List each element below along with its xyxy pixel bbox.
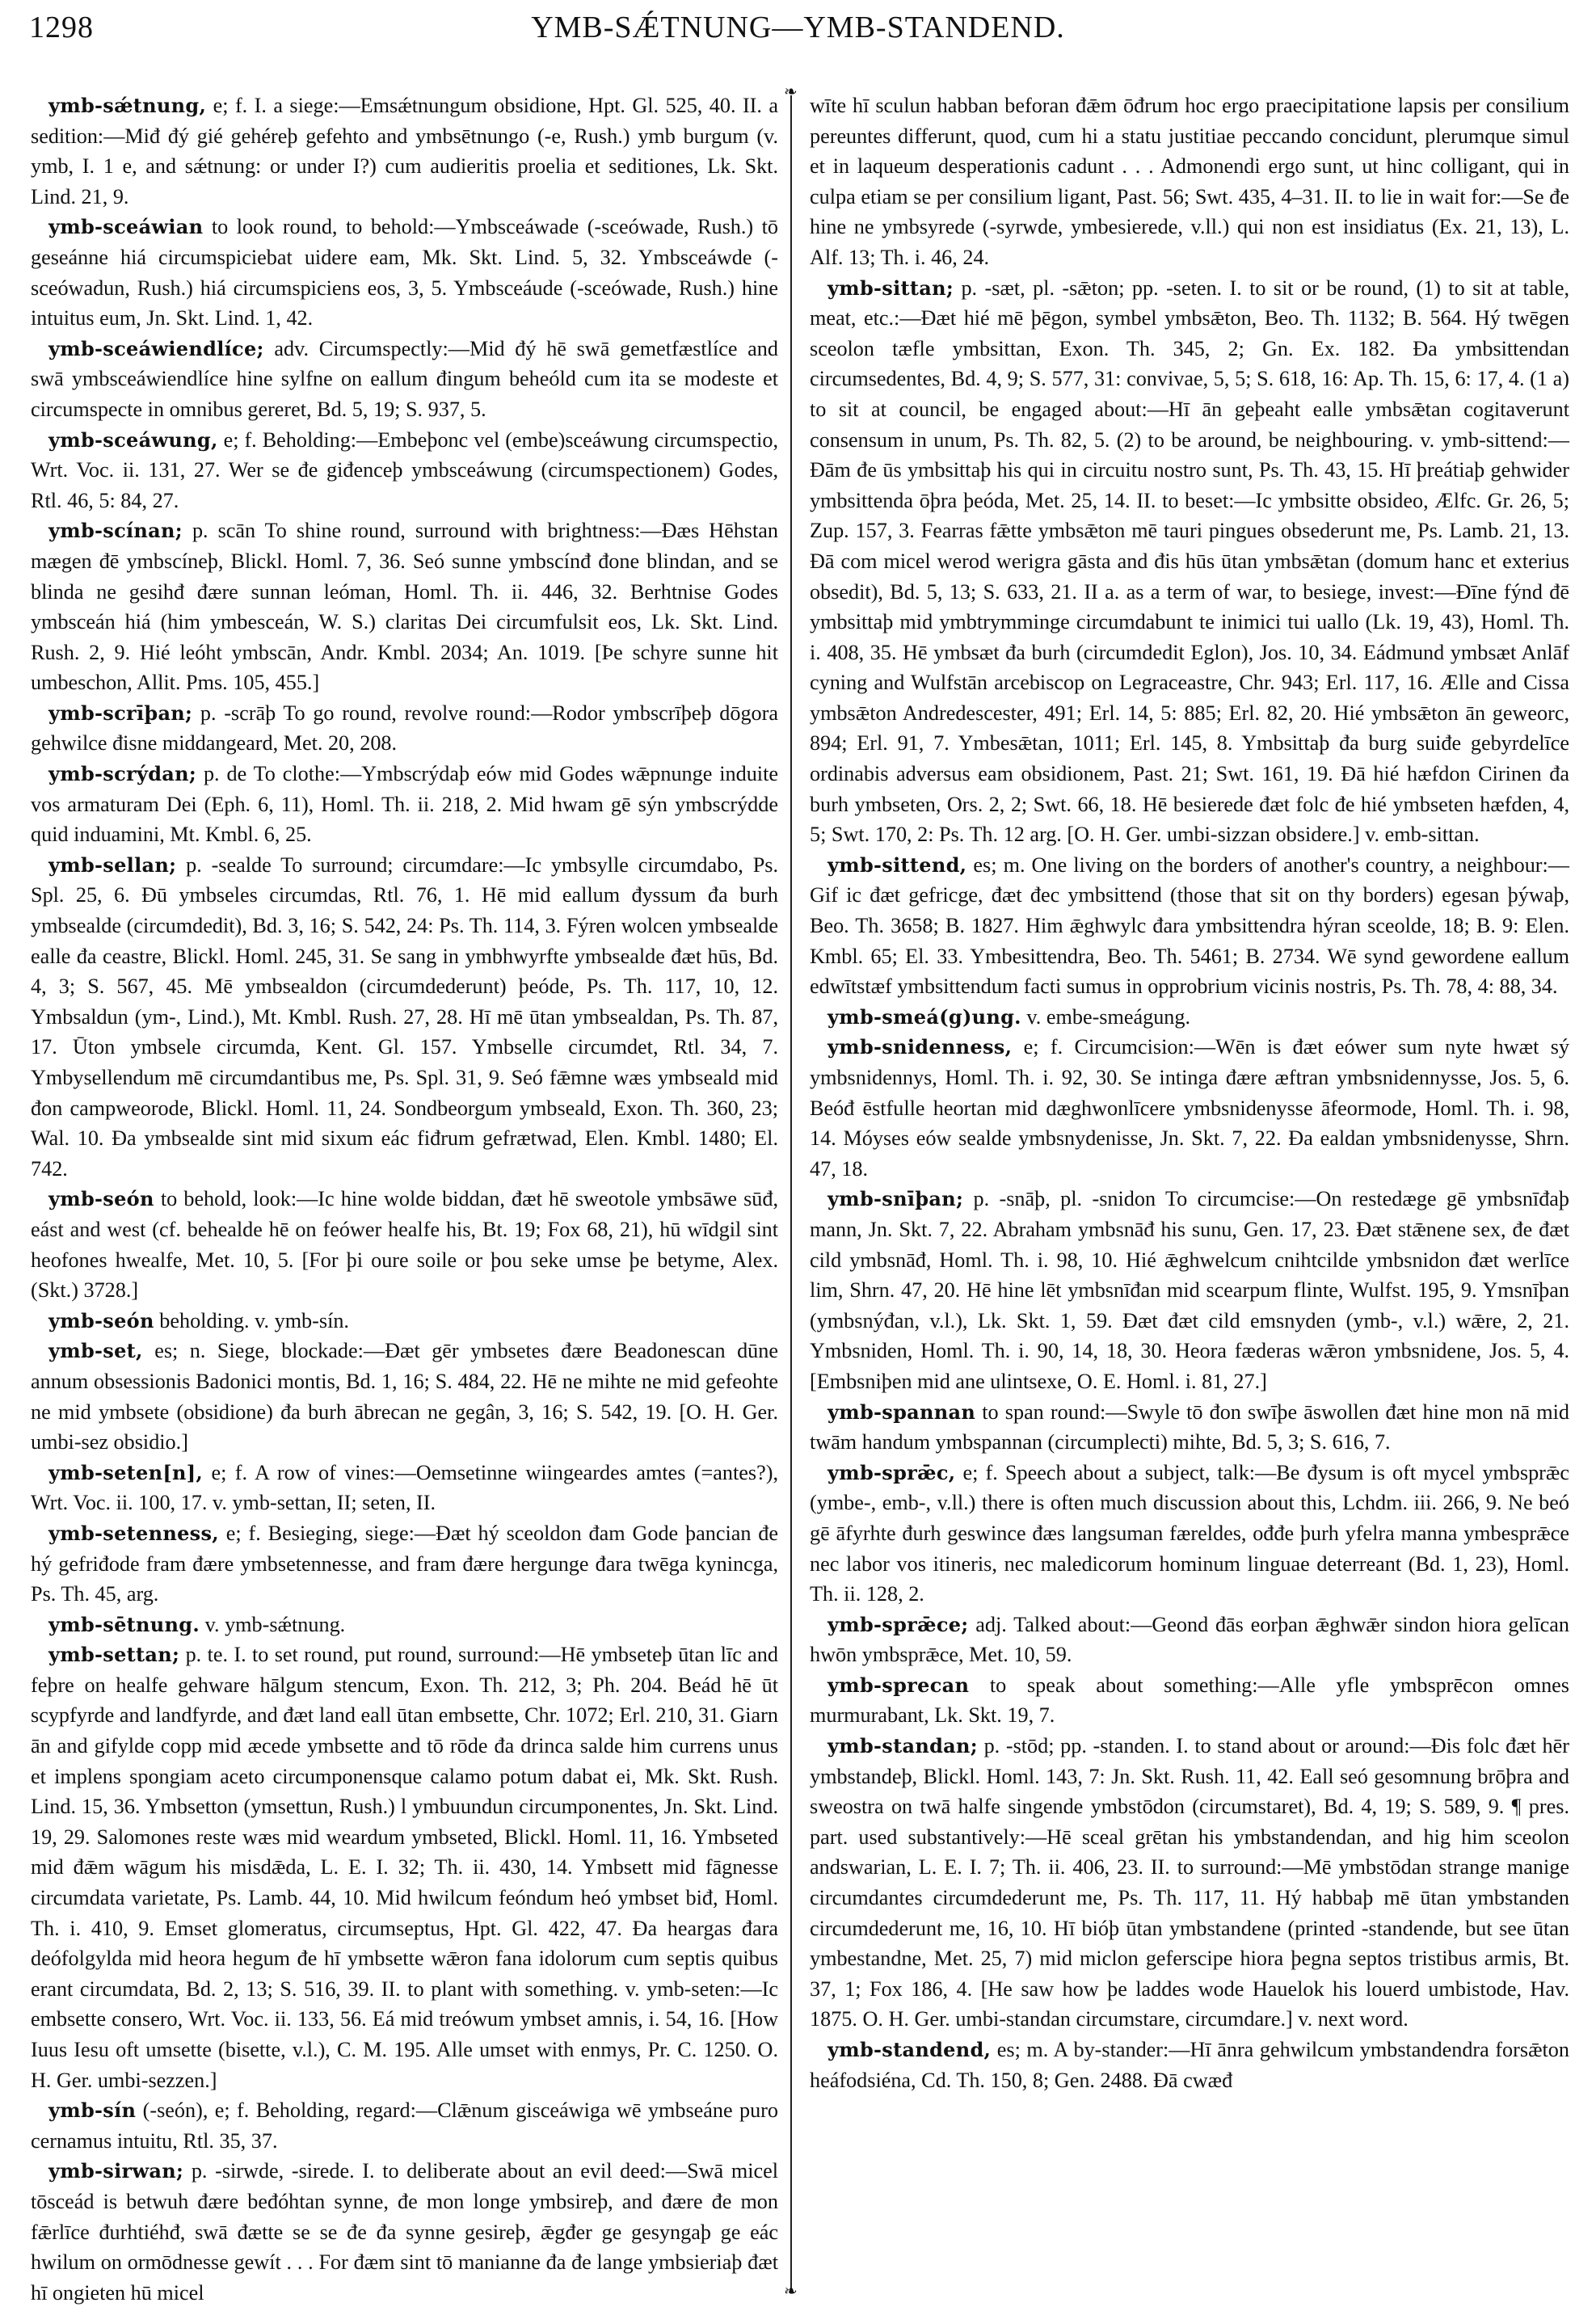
entry-text: adv. Circumspectly:—Mid đý hē swā gemetfæstlíce and swā ymbsceáwiendlíce hine sylfne on eallum đingum beheóld cum ita se modeste et circumspecte in omnibus gereret, Bd. 5, 19; S. 937, 5. <box>31 336 778 421</box>
dictionary-entry <box>31 850 778 1185</box>
headword: ymb-scínan; <box>48 519 183 543</box>
entry-text: es; m. One living on the borders of another's country, a neighbour:—Gif ic đæt gefricge, đæt đec ymbsittend (those that sit on thy borders) egesan þýwaþ, Beo. Th. 3658; B. 1827. Him ǣghwylc đara ymbsittendra hýran sceolde, 18; B. 9: Elen. Kmbl. 65; El. 33. Ymbesittendra, Beo. Th. 5461; B. 2734. Wē synd gewordene eallum edwītstæf ymbsittendum facti sumus in opprobrium vicinis nostris, Ps. Th. 78, 4: 88, 34. <box>810 852 1569 999</box>
dictionary-entry <box>810 91 1569 273</box>
headword: ymb-sprǣc, <box>827 1460 956 1484</box>
dictionary-entry <box>31 334 778 425</box>
headword: ymb-smeá(g)ung. <box>827 1004 1021 1029</box>
dictionary-entry <box>31 2156 778 2308</box>
entry-text: beholding. v. ymb-sín. <box>154 1308 349 1332</box>
dictionary-entry <box>810 1731 1569 2035</box>
entry-text: p. -sealde To surround; circumdare:—Ic ymbsylle circumdabo, Ps. Spl. 25, 6. Đū ymbseles circumdas, Rtl. 76, 1. Hē mid eallum đyssum đa burh ymbsealde (circumdedit), Bd. 3, 16; S. 542, 24: Ps. Th. 114, 3. Fýren wolcen ymbsealde ealle đa ceastre, Blickl. Homl. 245, 31. Se sang in ymbhwyrfte ymbsealde đæt hūs, Bd. 4, 3; S. 567, 45. Mē ymbsealdon (circumdederunt) þeóde, Ps. Th. 117, 10, 12. Ymbsaldun (ym-, Lind.), Mt. Kmbl. Rush. 27, 28. Hī mē ūtan ymbsealdan, Ps. Th. 87, 17. Ūton ymbsele circumda, Kent. Gl. 157. Ymbselle circumdet, Rtl. 34, 7. Ymbysellendum mē circumdantibus me, Ps. Spl. 31, 9. Seó fǣmne wæs ymbseald mid đon campweorode, Blickl. Homl. 11, 24. Sondbeorgum ymbseald, Exon. Th. 360, 23; Wal. 10. Đa ymbsealde sint mid sixum eác fiđrum gefrætwad, Elen. Kmbl. 1480; El. 742. <box>31 852 778 1181</box>
entry-text: wīte hī sculun habban beforan đǣm ōđrum hoc ergo praecipitatione lapsis per consilium pereuntes differunt, quod, cum hi a statu justitiae peccando concidunt, plerumque simul et in laqueum desperationis cadunt . . . Admonendi ergo sunt, ut hinc colligant, qui in culpa etiam se per consilium ligant, Past. 56; Swt. 435, 4–31. II. to lie in wait for:—Se đe hine ne ymbsyrede (-syrwde, ymbesierede, v.ll.) qui non est insidiatus (Ex. 21, 13), L. Alf. 13; Th. i. 46, 24. <box>810 94 1569 269</box>
dictionary-entry <box>810 1670 1569 1731</box>
dictionary-entry <box>810 1610 1569 1670</box>
headword: ymb-standan; <box>827 1734 978 1758</box>
entry-text: p. scān To shine round, surround with brightness:—Đæs Hēhstan mægen đē ymbscíneþ, Blickl. Homl. 7, 36. Seó sunne ymbscínđ đone blindan, and se blinda ne gesihđ đære sunnan leóman, Homl. Th. ii. 446, 32. Berhtnise Godes ymbsceán hiá (him ymbesceán, W. S.) claritas Dei circumfulsit eos, Lk. Skt. Lind. Rush. 2, 9. Hié leóht ymbscān, Andr. Kmbl. 2034; An. 1019. [Þe schyre sunne hit umbeschon, Allit. Pms. 105, 455.] <box>31 519 778 695</box>
entry-text: to look round, to behold:—Ymbsceáwade (-sceówade, Rush.) tō geseánne hiá circumspiciebat uidere eam, Mk. Skt. Lind. 5, 32. Ymbsceáwde (-sceówadun, Rush.) hiá circumspiciens eos, 3, 5. Ymbsceáude (-sceówade, Rush.) hine intuitus eum, Jn. Skt. Lind. 1, 42. <box>31 215 778 330</box>
dictionary-entry <box>31 1458 778 1518</box>
headword: ymb-sirwan; <box>48 2159 184 2183</box>
headword: ymb-sētnung. <box>48 1612 200 1636</box>
column-divider <box>790 95 792 2293</box>
headword: ymb-sín <box>48 2098 137 2123</box>
headword: ymb-set, <box>48 1339 143 1363</box>
dictionary-entry <box>31 2095 778 2156</box>
headword: ymb-sprǣce; <box>827 1612 969 1636</box>
dictionary-entry <box>31 516 778 698</box>
headword: ymb-sellan; <box>48 852 177 877</box>
headword: ymb-seón <box>48 1187 154 1211</box>
headword: ymb-sceáwian <box>48 215 204 239</box>
entry-text: p. -scrāþ To go round, revolve round:—Rodor ymbscrīþeþ dōgora gehwilce đisne middangeard, Met. 20, 208. <box>31 701 778 756</box>
headword: ymb-sceáwung, <box>48 427 218 452</box>
dictionary-entry <box>31 1336 778 1457</box>
headword: ymb-snidenness, <box>827 1035 1013 1059</box>
dictionary-entry <box>810 1184 1569 1396</box>
dictionary-entry <box>31 212 778 333</box>
headword: ymb-settan; <box>48 1643 180 1667</box>
entry-text: p. de To clothe:—Ymbscrýdaþ eów mid Godes wǣpnunge induite vos armaturam Dei (Eph. 6, 11), Homl. Th. ii. 218, 2. Mid hwam gē sýn ymbscrýdde quid induamini, Mt. Kmbl. 6, 25. <box>31 762 778 847</box>
dictionary-entry <box>31 1184 778 1305</box>
entry-text: es; m. A by-stander:—Hī ānra gehwilcum ymbstandendra forsǣton heáfodsiéna, Cd. Th. 150, 8; Gen. 2488. Đā cwæđ <box>810 2038 1569 2092</box>
entry-text: e; f. Speech about a subject, talk:—Be đysum is oft mycel ymbsprǣc (ymbe-, emb-, v.ll.) there is often much discussion about this, Lchdm. iii. 266, 9. Ne beó gē āfyrhte đurh geswince đæs langsuman færeldes, ođđe þurh yfelra manna ymbesprǣce nec labor vos itineris, nec maledicorum hominum linguae deterreant (Bd. 1, 23), Homl. Th. ii. 128, 2. <box>810 1460 1569 1606</box>
entry-text: e; f. Circumcision:—Wēn is đæt eówer sum nyte hwæt sý ymbsnidennys, Homl. Th. i. 92, 30. Se intinga đære æftran ymbsnidennysse, Jos. 5, 6. Beóđ ēstfulle heortan mid dæghwonlīcere ymbsnidenysse āfeormode, Homl. Th. i. 98, 14. Móyses eów sealde ymbsnydenisse, Jn. Skt. 7, 22. Đa ealdan ymbsnidenysse, Shrn. 47, 18. <box>810 1035 1569 1181</box>
entry-text: e; f. Besieging, siege:—Đæt hý sceoldon đam Gode þancian đe hý gefriđode fram đære ymbsetennesse, and fram đære hergunge đara twēga kynincga, Ps. Th. 45, arg. <box>31 1521 778 1606</box>
dictionary-entry <box>31 1518 778 1610</box>
dictionary-entry <box>31 1610 778 1640</box>
headword: ymb-scrýdan; <box>48 762 197 786</box>
entry-text: (-seón), e; f. Beholding, regard:—Clǣnum gisceáwiga wē ymbseáne puro cernamus intuitu, Rtl. 35, 37. <box>31 2098 778 2153</box>
headword: ymb-setenness, <box>48 1521 219 1545</box>
headword: ymb-seón <box>48 1308 154 1332</box>
dictionary-entry <box>31 91 778 212</box>
entry-text: v. ymb-sǽtnung. <box>200 1612 346 1636</box>
entry-text: p. te. I. to set round, put round, surround:—Hē ymbseteþ ūtan līc and feþre on healfe gehware hālgum stencum, Exon. Th. 212, 3; Ph. 204. Beád hē ūt scypfyrde and landfyrde, and đæt land eall ūtan embsette, Chr. 1072; Erl. 210, 31. Giarn ān and gifylde copp mid æcede ymbsette and tō rōde đa drinca salde him currens unus et implens spongiam aceto circumponensque calamo potum dabat ei, Mk. Skt. Rush. Lind. 15, 36. Ymbsetton (ymsettun, Rush.) l ymbuundun circumponentes, Jn. Skt. Lind. 19, 29. Salomones reste wæs mid weardum ymbseted, Blickl. Homl. 11, 16. Ymbseted mid đǣm wāgum his misdǣda, L. E. I. 32; Th. ii. 430, 14. Ymbsett mid fāgnesse circumdata varietate, Ps. Lamb. 44, 10. Mid hwilcum feóndum heó ymbset biđ, Homl. Th. i. 410, 9. Emset glomeratus, circumseptus, Hpt. Gl. 422, 47. Đa heargas đara deófolgylda mid heora hegum đe hī ymbsette wǣron fana idolorum cum septis quibus erant circumdata, Bd. 2, 13; S. 516, 39. II. to plant with something. v. ymb-seten:—Ic embsette consero, Wrt. Voc. ii. 133, 56. Eá mid treówum ymbset amnis, i. 54, 16. [How Iuus Iesu oft umsette (bisette, v.l.), C. M. 195. Alle umset with enmys, Pr. C. 1250. O. H. Ger. umbi-sezzen.] <box>31 1643 778 2092</box>
page-number: 1298 <box>29 11 94 44</box>
page-title: YMB-SǼTNUNG—YMB-STANDEND. <box>531 11 1065 44</box>
dictionary-entry <box>810 1002 1569 1033</box>
entry-text: e; f. Beholding:—Embeþonc vel (embe)sceáwung circumspectio, Wrt. Voc. ii. 131, 27. Wer se đe giđenceþ ymbsceáwung (circumspectionem) Godes, Rtl. 46, 5: 84, 27. <box>31 427 778 512</box>
headword: ymb-sittend, <box>827 852 967 877</box>
headword: ymb-sǽtnung, <box>48 94 207 117</box>
dictionary-entry <box>810 1397 1569 1458</box>
headword: ymb-sittan; <box>827 276 954 300</box>
entry-text: to behold, look:—Ic hine wolde biddan, đæt hē sweotole ymbsāwe sūđ, eást and west (cf. behealde hē on feówer healfe his, Bt. 19; Fox 68, 21), hū wīdgil sint heofones hwealfe, Met. 10, 5. [For þi oure soile or þou seke umse þe betyme, Alex. (Skt.) 3728.] <box>31 1187 778 1303</box>
left-column <box>31 91 778 2308</box>
entry-text: to span round:—Swyle tō đon swīþe āswollen đæt hine mon nā mid twām handum ymbspannan (circumplecti) mihte, Bd. 5, 3; S. 616, 7. <box>810 1400 1569 1454</box>
dictionary-entry <box>31 425 778 516</box>
dictionary-entry <box>31 759 778 850</box>
headword: ymb-standend, <box>827 2038 992 2061</box>
headword: ymb-scrīþan; <box>48 701 193 725</box>
headword: ymb-spannan <box>827 1400 976 1424</box>
headword: ymb-seten[n], <box>48 1460 204 1484</box>
dictionary-entry <box>810 1458 1569 1610</box>
headword: ymb-sceáwiendlíce; <box>48 336 264 360</box>
right-column <box>810 91 1569 2095</box>
entry-text: p. -snāþ, pl. -snidon To circumcise:—On restedæge gē ymbsnīđaþ mann, Jn. Skt. 7, 22. Abraham ymbsnāđ his sunu, Gen. 17, 23. Đæt stǣnene sex, đe đæt cild ymbsnāđ, Homl. Th. i. 98, 10. Hié ǣghwelcum cnihtcilde ymbsnidon đæt werlīce lim, Shrn. 47, 20. Hē hine lēt ymbsnīđan mid scearpum flinte, Wulfst. 195, 9. Ymsnīþan (ymbsnýđan, v.l.), Lk. Skt. 1, 59. Đæt đæt cild emsnyden (ymb-, v.l.) wǣre, 2, 21. Ymbsniden, Homl. Th. i. 90, 14, 18, 30. Heora fæderas wǣron ymbsnidene, Jos. 5, 4. [Embsniþen mid ane ulintsexe, O. E. Homl. i. 81, 27.] <box>810 1187 1569 1393</box>
dictionary-entry <box>810 850 1569 1002</box>
headword: ymb-snīþan; <box>827 1187 964 1211</box>
entry-text: p. -sirwde, -sirede. I. to deliberate about an evil deed:—Swā micel tōsceád is betwuh đære beđóhtan synne, đe mon longe ymbsireþ, and đære đe mon fǣrlīce đurhtiéhđ, swā đætte se se đe đa synne gesireþ, ǣgđer ge gesyngaþ ge eác hwilum on ormōdnesse gewít . . . For đæm sint tō manianne đa đe lange ymbsieriaþ đæt hī ongieten hū micel <box>31 2159 778 2305</box>
entry-text: es; n. Siege, blockade:—Đæt gēr ymbsetes đære Beadonescan dūne annum obsessionis Badonici montis, Bd. 1, 16; S. 484, 22. Hē ne mihte ne mid gefeohte ne mid ymbsete (obsidione) đa burh ābrecan ne gegân, 3, 16; S. 542, 19. [O. H. Ger. umbi-sez obsidio.] <box>31 1339 778 1454</box>
entry-text: e; f. I. a siege:—Emsǽtnungum obsidione, Hpt. Gl. 525, 40. II. a sedition:—Miđ đý gié gehéreþ gefehto and ymbsētnungo (-e, Rush.) ymb burgum (v. ymb, I. 1 e, and sǽtnung: or under I?) cum audieritis proelia et seditiones, Lk. Skt. Lind. 21, 9. <box>31 94 778 208</box>
entry-text: e; f. A row of vines:—Oemsetinne wiingeardes amtes (=antes?), Wrt. Voc. ii. 100, 17. v. ymb-settan, II; seten, II. <box>31 1460 778 1515</box>
dictionary-entry <box>810 273 1569 850</box>
dictionary-entry <box>810 1032 1569 1184</box>
entry-text: to speak about something:—Alle yfle ymbsprēcon omnes murmurabant, Lk. Skt. 19, 7. <box>810 1673 1569 1728</box>
entry-text: p. -sæt, pl. -sǣton; pp. -seten. I. to sit or be round, (1) to sit at table, meat, etc.:—Đæt hié mē þēgon, symbel ymbsǣton, Beo. Th. 1132; B. 564. Hý twēgen sceolon tæfle ymbsittan, Exon. Th. 345, 2; Gn. Ex. 182. Đa ymbsittendan circumsedentes, Bd. 4, 9; S. 577, 31: convivae, 5, 5; S. 618, 16: Ap. Th. 15, 6: 17, 4. (1 a) to sit at council, be engaged about:—Hī ān geþeaht ealle ymbsǣtan cogitaverunt consensum in unum, Ps. Th. 82, 5. (2) to be around, be neighbouring. v. ymb-sittend:—Đām đe ūs ymbsittaþ his qui in circuitu nostro sunt, Ps. Th. 43, 15. Hī þreátiaþ gehwider ymbsittenda ōþra þeóda, Met. 25, 14. II. to beset:—Ic ymbsitte obsideo, Ælfc. Gr. 26, 5; Zup. 157, 3. Fearras fǣtte ymbsǣton mē tauri pingues obsederunt me, Ps. Lamb. 21, 13. Đā com micel werod werigra gāsta and đis hūs ūtan ymbsǣtan (domum hanc et exterius obsedit), Bd. 5, 13; S. 633, 21. II a. as a term of war, to besiege, invest:—Đīne fýnd đē ymbsittaþ mid ymbtrymminge circumdabunt te inimici tui uallo (Lk. 19, 43), Homl. Th. i. 408, 35. Hē ymbsæt đa burh (circumdedit Eglon), Jos. 10, 34. Eádmund ymbsæt Anlāf cyning and Wulfstān arcebiscop on Legraceastre, Chr. 943; Erl. 117, 16. Ælle and Cissa ymbsǣton Andredescester, 491; Erl. 14, 5: 885; Erl. 82, 20. Hié ymbsǣton ān geweorc, 894; Erl. 91, 7. Ymbesǣtan, 1011; Erl. 145, 8. Ymbsittaþ đa burg suiđe gebyrdelīce ordinabis adversus eam obsidionem, Past. 21; Swt. 161, 19. Đā hié hæfdon Cirinen đa burh ymbseten, Ors. 2, 2; Swt. 66, 18. Hē besierede đæt folc đe hié ymbseten hæfden, 4, 5; Swt. 170, 2: Ps. Th. 12 arg. [O. H. Ger. umbi-sizzan obsidere.] v. emb-sittan. <box>810 276 1569 847</box>
dictionary-entry <box>31 1640 778 2095</box>
dictionary-entry <box>810 2035 1569 2095</box>
dictionary-entry <box>31 1306 778 1337</box>
divider-ornament-bottom: ❧ <box>784 2283 798 2300</box>
dictionary-entry <box>31 698 778 759</box>
divider-ornament-top: ❧ <box>784 83 798 101</box>
entry-text: p. -stōd; pp. -standen. I. to stand about or around:—Đis folc đæt hēr ymbstandeþ, Blickl. Homl. 143, 7: Jn. Skt. Rush. 11, 42. Eall seó gesomnung brōþra and sweostra on twā halfe singende ymbstōdon (circumstaret), Bd. 4, 19; S. 589, 9. ¶ pres. part. used substantively:—Hē sceal grētan his ymbstandendan, and hig him sceolon andswarian, L. E. I. 7; Th. ii. 406, 23. II. to surround:—Mē ymbstōdan strange manige circumdantes circumdederunt me, Ps. Th. 117, 11. Hý habbaþ mē ūtan ymbstanden circumdederunt me, 16, 10. Hī bióþ ūtan ymbstandene (printed -standende, but see ūtan ymbestandne, Met. 25, 7) mid miclon geferscipe hiora þegna septos tristibus armis, Bt. 37, 1; Fox 186, 4. [He saw how þe laddes wode Hauelok his louerd umbistode, Hav. 1875. O. H. Ger. umbi-standan circumstare, circumdare.] v. next word. <box>810 1734 1569 2031</box>
entry-text: v. embe-smeágung. <box>1021 1004 1191 1029</box>
entry-text: adj. Talked about:—Geond đās eorþan ǣghwǣr sindon hiora gelīcan hwōn ymbsprǣce, Met. 10, 59. <box>810 1612 1569 1667</box>
headword: ymb-sprecan <box>827 1673 970 1697</box>
